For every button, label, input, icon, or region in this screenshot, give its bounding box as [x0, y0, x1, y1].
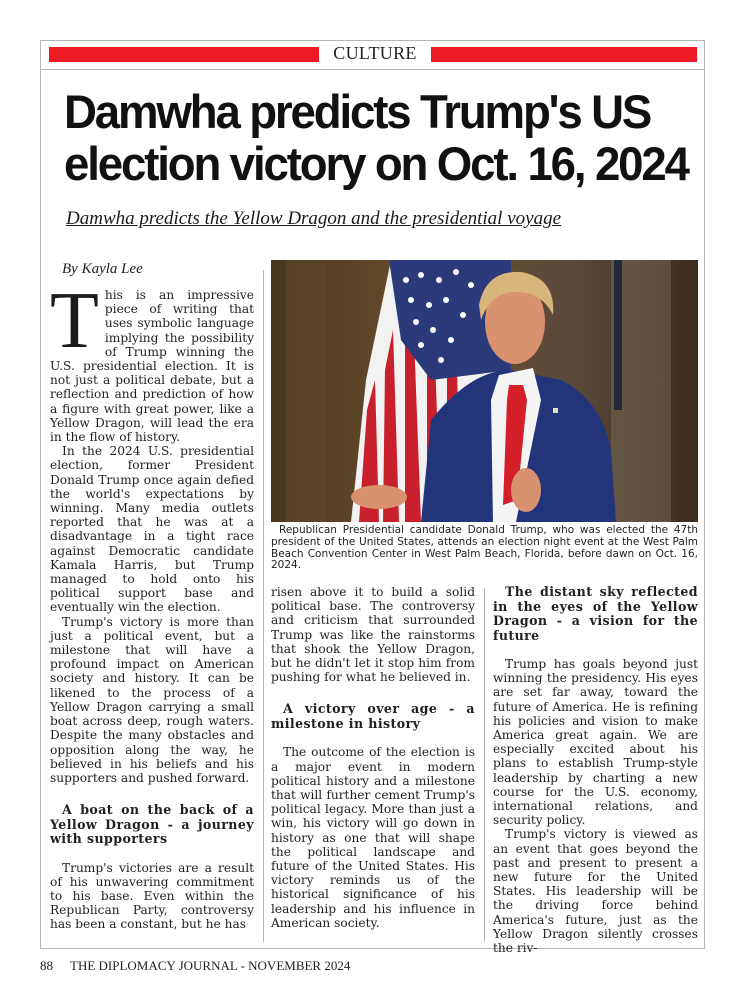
- article-column-3: [493, 585, 698, 955]
- drop-cap: T: [50, 277, 99, 365]
- article-photo: [271, 260, 698, 522]
- paragraph: Trump has goals beyond just winning the presidency. His eyes are set far away, toward the future of America. He is refining his policies and vision to make America great again. We are especially excited about his plans to establish Trump-style leadership by charting a new course for the U.S. economy, international relations, and security policy.: [493, 657, 698, 828]
- section-accent-bar-right: [431, 47, 697, 62]
- column-divider-2: [484, 588, 485, 942]
- publication-info: THE DIPLOMACY JOURNAL - NOVEMBER 2024: [70, 958, 351, 973]
- page-footer: [40, 958, 350, 974]
- paragraph-continued: risen above it to build a solid political base. The controversy and criticism that surrounded Trump was like the rainstorms that shook the Yellow Dragon, but he didn't let it stop him from pushing for what he believed in.: [271, 585, 475, 685]
- page-number: 88: [40, 958, 53, 973]
- paragraph-intro: This is an impressive piece of writing that uses symbolic language implying the possibility of Trump winning the U.S. presidential election. It is not just a political debate, but a reflection and prediction of how a figure with great power, like a Yellow Dragon, will lead the era in the flow of history.: [50, 277, 254, 445]
- section-heading: A victory over age - a milestone in history: [271, 701, 475, 731]
- paragraph: Trump's victories are a result of his unwavering commitment to his base. Even within the Republican Party, controversy has been a constant, but he has: [50, 860, 254, 932]
- headline-line-1: Damwha predicts Trump's US: [64, 85, 651, 138]
- trump-portrait-image: [271, 260, 698, 522]
- paragraph: The outcome of the election is a major event in modern political history and a milestone that will further cement Trump's political legacy. More than just a win, his victory will go down in history as one that will shape the political landscape and future of the United States. His victory reminds us of the historical significance of his leadership and his influence in American society.: [271, 745, 475, 930]
- paragraph: Trump's victory is more than just a political event, but a milestone that will have a profound impact on American society and history. It can be likened to the process of a Yellow Dragon carrying a small boat across deep, rough waters. Despite the many obstacles and opposition along the way, he believed in his beliefs and his supporters and pushed forward.: [50, 614, 254, 785]
- column-divider-1: [263, 270, 264, 942]
- section-accent-bar-left: [49, 47, 319, 62]
- subheadline: Damwha predicts the Yellow Dragon and the presidential voyage: [66, 208, 562, 229]
- article-column-2: [271, 585, 475, 930]
- section-heading: A boat on the back of a Yellow Dragon - a journey with supporters: [50, 802, 254, 847]
- paragraph: In the 2024 U.S. presidential election, former President Donald Trump once again defied the world's expectations by winning. Many media outlets reported that he was at a disadvantage in a tight race against Democratic candidate Kamala Harris, but Trump managed to hold onto his political support base and eventually win the election.: [50, 444, 254, 615]
- section-header: [40, 40, 705, 70]
- article-column-1: [50, 277, 254, 932]
- section-label: CULTURE: [333, 43, 417, 63]
- photo-caption: Republican Presidential candidate Donald Trump, who was elected the 47th president of the United States, attends an election night event at the West Palm Beach Convention Center in West Palm Beach, Florida, before dawn on Oct. 16, 2024.: [271, 524, 698, 572]
- paragraph: Trump's victory is viewed as an event that goes beyond the past and present to present a new future for the United States. His leadership will be the driving force behind America's future, just as the Yellow Dragon silently crosses the riv-: [493, 827, 698, 956]
- headline-line-2: election victory on Oct. 16, 2024: [64, 137, 688, 190]
- byline: By Kayla Lee: [62, 261, 143, 277]
- headline: [64, 86, 704, 190]
- section-heading: The distant sky reflected in the eyes of the Yellow Dragon - a vision for the future: [493, 584, 698, 643]
